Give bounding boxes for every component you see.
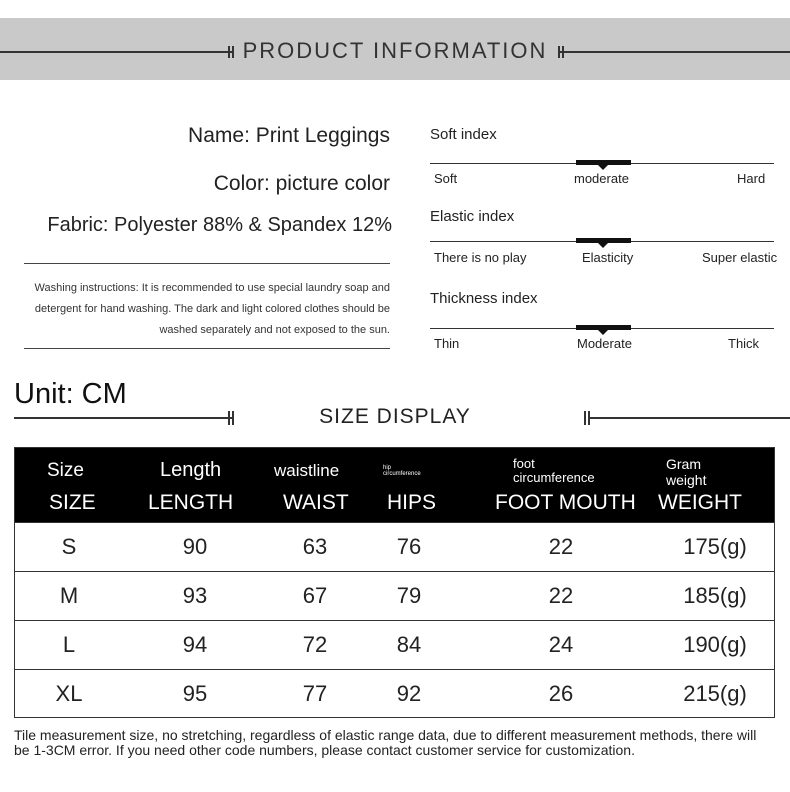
thickness-index-left: Thin	[434, 336, 460, 351]
product-info-banner	[0, 18, 790, 80]
product-name: Name: Print Leggings	[188, 124, 390, 147]
header-size: SIZE	[49, 491, 96, 514]
size-display-title: SIZE DISPLAY	[319, 405, 471, 428]
elastic-index-title: Elastic index	[430, 208, 515, 225]
header-top-length: Length	[160, 459, 222, 481]
cell-foot-mouth: 24	[548, 632, 574, 657]
cell-size: XL	[55, 681, 83, 706]
soft-index-right: Hard	[737, 171, 766, 186]
cell-hips: 76	[396, 534, 422, 559]
soft-index-pointer-icon	[598, 165, 608, 170]
header-top-hip-line2: circumference	[383, 471, 421, 477]
measurement-note: Tile measurement size, no stretching, regardless of elastic range data, due to different measurement methods, there will be 1-3CM error. If you need other code numbers, please contact customer service for customization.	[14, 727, 757, 758]
cell-weight: 215(g)	[683, 681, 747, 706]
cell-hips: 84	[396, 632, 422, 657]
thickness-index-middle: Moderate	[577, 336, 632, 351]
table-row	[15, 620, 774, 669]
elastic-index-middle: Elasticity	[582, 250, 634, 265]
thickness-index-right: Thick	[728, 336, 760, 351]
cell-length: 93	[182, 583, 208, 608]
header-top-gram-line1: Gram	[666, 456, 701, 472]
header-top-gram	[666, 456, 706, 488]
cell-waist: 67	[302, 583, 328, 608]
header-top-gram-line2: weight	[666, 472, 707, 488]
header-top-hip-line1: hip	[383, 465, 392, 471]
elastic-index-right: Super elastic	[702, 250, 778, 265]
header-top-waist: waistline	[274, 461, 340, 480]
size-table-header	[15, 448, 774, 522]
header-hips: HIPS	[387, 491, 437, 514]
table-row	[15, 522, 774, 571]
unit-label: Unit: CM	[14, 378, 127, 410]
cell-length: 94	[182, 632, 208, 657]
header-length: LENGTH	[148, 491, 234, 514]
cell-size: S	[61, 534, 77, 559]
header-top-size: Size	[47, 460, 84, 481]
cell-waist: 63	[302, 534, 328, 559]
cell-weight: 190(g)	[683, 632, 747, 657]
elastic-index-left: There is no play	[434, 250, 527, 265]
header-top-hip	[383, 465, 421, 477]
soft-index-title: Soft index	[430, 126, 497, 143]
soft-index-left: Soft	[434, 171, 458, 186]
cell-foot-mouth: 22	[548, 534, 574, 559]
cell-weight: 185(g)	[683, 583, 747, 608]
cell-hips: 92	[396, 681, 422, 706]
cell-length: 90	[182, 534, 208, 559]
thickness-index-pointer-icon	[598, 330, 608, 335]
cell-size: M	[59, 583, 79, 608]
size-display-right-line	[588, 417, 790, 419]
header-top-foot-line1: foot	[513, 456, 535, 471]
header-top-foot-line2: circumference	[513, 470, 595, 485]
table-row	[15, 571, 774, 620]
header-top-foot	[513, 457, 595, 485]
header-weight: WEIGHT	[658, 491, 742, 514]
banner-right-line	[558, 51, 790, 53]
cell-length: 95	[182, 681, 208, 706]
size-table	[14, 447, 775, 718]
size-display-right-tick	[584, 411, 586, 425]
header-foot-mouth: FOOT MOUTH	[495, 491, 636, 514]
cell-hips: 79	[396, 583, 422, 608]
washing-instructions: Washing instructions: It is recommended to use special laundry soap and detergent for hand washing. The dark and light colored clothes should be washed separately and not exposed to the sun.	[34, 282, 390, 336]
banner-title: PRODUCT INFORMATION	[242, 38, 548, 63]
cell-foot-mouth: 26	[548, 681, 574, 706]
cell-weight: 175(g)	[683, 534, 747, 559]
table-row	[15, 669, 774, 718]
cell-waist: 72	[302, 632, 328, 657]
cell-foot-mouth: 22	[548, 583, 574, 608]
cell-size: L	[62, 632, 76, 657]
header-waist: WAIST	[283, 491, 349, 514]
cell-waist: 77	[302, 681, 328, 706]
product-color: Color: picture color	[213, 172, 390, 195]
soft-index-middle: moderate	[574, 171, 629, 186]
elastic-index-pointer-icon	[598, 243, 608, 248]
washing-instructions-box	[24, 263, 390, 349]
product-fabric: Fabric: Polyester 88% & Spandex 12%	[47, 214, 392, 236]
thickness-index-title: Thickness index	[430, 290, 538, 307]
